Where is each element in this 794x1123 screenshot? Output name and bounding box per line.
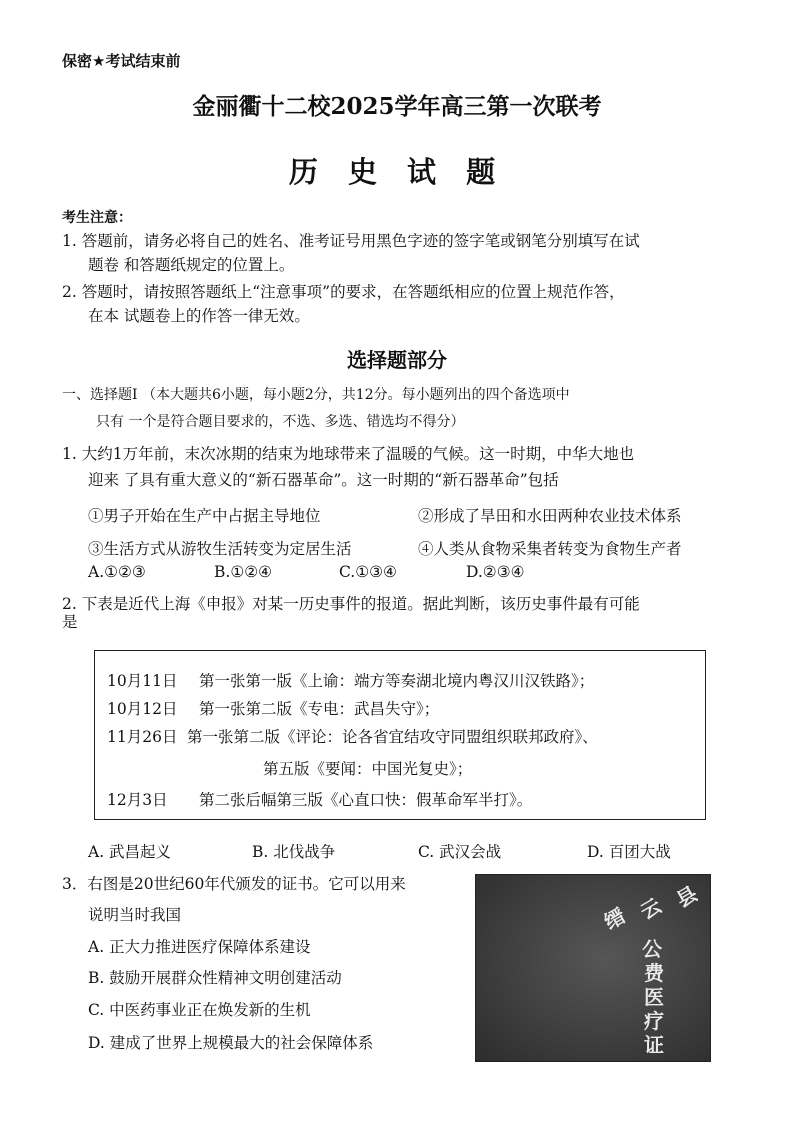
photo-char-2: 云 bbox=[636, 893, 666, 925]
q1-item-2: ②形成了旱田和水田两种农业技术体系 bbox=[418, 507, 682, 525]
q2-stem-line2: 是 bbox=[62, 613, 78, 631]
notice-item-2-line1: 2. 答题时，请按照答题纸上“注意事项”的要求，在答题纸相应的位置上规范作答， bbox=[62, 283, 625, 301]
q2-option-b: B. 北伐战争 bbox=[252, 843, 336, 861]
q1-option-a: A.①②③ bbox=[88, 563, 146, 581]
q3-option-d: D. 建成了世界上规模最大的社会保障体系 bbox=[88, 1034, 374, 1052]
table-row-2-text: 第一张第二版《专电：武昌失守》； bbox=[199, 700, 440, 718]
section-instruction-line2: 只有 一个是符合题目要求的，不选、多选、错选均不得分） bbox=[96, 414, 465, 430]
q1-option-b: B.①②④ bbox=[214, 563, 273, 581]
q3-stem-line2: 说明当时我国 bbox=[88, 906, 182, 924]
q1-option-c: C.①③④ bbox=[339, 563, 397, 581]
table-row-5-date: 12月3日 bbox=[107, 791, 168, 809]
table-row-3-text: 第一张第二版《评论：论各省宜结攻守同盟组织联邦政府》、 bbox=[187, 728, 598, 746]
table-row-2-date: 10月12日 bbox=[107, 700, 178, 718]
q2-option-c: C. 武汉会战 bbox=[418, 843, 502, 861]
table-row-1-date: 10月11日 bbox=[107, 672, 178, 690]
photo-vertical-char-1: 公 bbox=[642, 937, 662, 961]
q1-item-3: ③生活方式从游牧生活转变为定居生活 bbox=[88, 540, 352, 558]
confidential-label: 保密★考试结束前 bbox=[62, 52, 181, 70]
q1-option-d: D.②③④ bbox=[466, 563, 525, 581]
table-row-4-text: 第五版《要闻：中国光复史》； bbox=[263, 760, 473, 778]
q3-option-b: B. 鼓励开展群众性精神文明创建活动 bbox=[88, 969, 342, 987]
table-row-1-text: 第一张第一版《上谕：端方等奏湖北境内粤汉川汉铁路》； bbox=[199, 672, 595, 690]
photo-vertical-char-5: 证 bbox=[644, 1033, 664, 1057]
section-title: 选择题部分 bbox=[347, 348, 447, 372]
exam-title: 金丽衢十二校2025学年高三第一次联考 bbox=[192, 93, 602, 120]
q1-item-4: ④人类从食物采集者转变为食物生产者 bbox=[418, 540, 682, 558]
q2-stem-line1: 2. 下表是近代上海《申报》对某一历史事件的报道。据此判断，该历史事件最有可能 bbox=[62, 595, 640, 613]
q2-option-a: A. 武昌起义 bbox=[88, 843, 172, 861]
notice-item-1-line2: 题卷 和答题纸规定的位置上。 bbox=[88, 256, 295, 274]
photo-vertical-char-2: 费 bbox=[644, 961, 664, 985]
q1-stem-line2: 迎来 了具有重大意义的“新石器革命”。这一时期的“新石器革命”包括 bbox=[88, 471, 559, 489]
q2-option-d: D. 百团大战 bbox=[587, 843, 671, 861]
q2-news-table bbox=[94, 650, 706, 820]
subject-title: 历 史 试 题 bbox=[288, 155, 506, 189]
q3-option-c: C. 中医药事业正在焕发新的生机 bbox=[88, 1001, 311, 1019]
notice-heading: 考生注意： bbox=[62, 210, 132, 226]
notice-item-2-line2: 在本 试题卷上的作答一律无效。 bbox=[88, 307, 310, 325]
photo-char-1: 缙 bbox=[600, 903, 630, 935]
photo-char-3: 县 bbox=[672, 881, 702, 913]
photo-vertical-char-3: 医 bbox=[644, 985, 664, 1009]
photo-vertical-char-4: 疗 bbox=[644, 1009, 664, 1033]
q1-item-1: ①男子开始在生产中占据主导地位 bbox=[88, 507, 321, 525]
notice-item-1-line1: 1. 答题前，请务必将自己的姓名、准考证号用黑色字迹的签字笔或钢笔分别填写在试 bbox=[62, 232, 640, 250]
table-row-5-text: 第二张后幅第三版《心直口快：假革命军半打》。 bbox=[199, 791, 533, 809]
q3-option-a: A. 正大力推进医疗保障体系建设 bbox=[88, 938, 311, 956]
section-instruction-line1: 一、选择题Ⅰ （本大题共6小题，每小题2分，共12分。每小题列出的四个备选项中 bbox=[62, 387, 570, 403]
q3-stem-line1: 3．右图是20世纪60年代颁发的证书。它可以用来 bbox=[62, 875, 406, 893]
table-row-3-date: 11月26日 bbox=[107, 728, 178, 746]
q1-stem-line1: 1. 大约1万年前，末次冰期的结束为地球带来了温暖的气候。这一时期，中华大地也 bbox=[62, 445, 635, 463]
medical-certificate-photo bbox=[475, 874, 711, 1062]
